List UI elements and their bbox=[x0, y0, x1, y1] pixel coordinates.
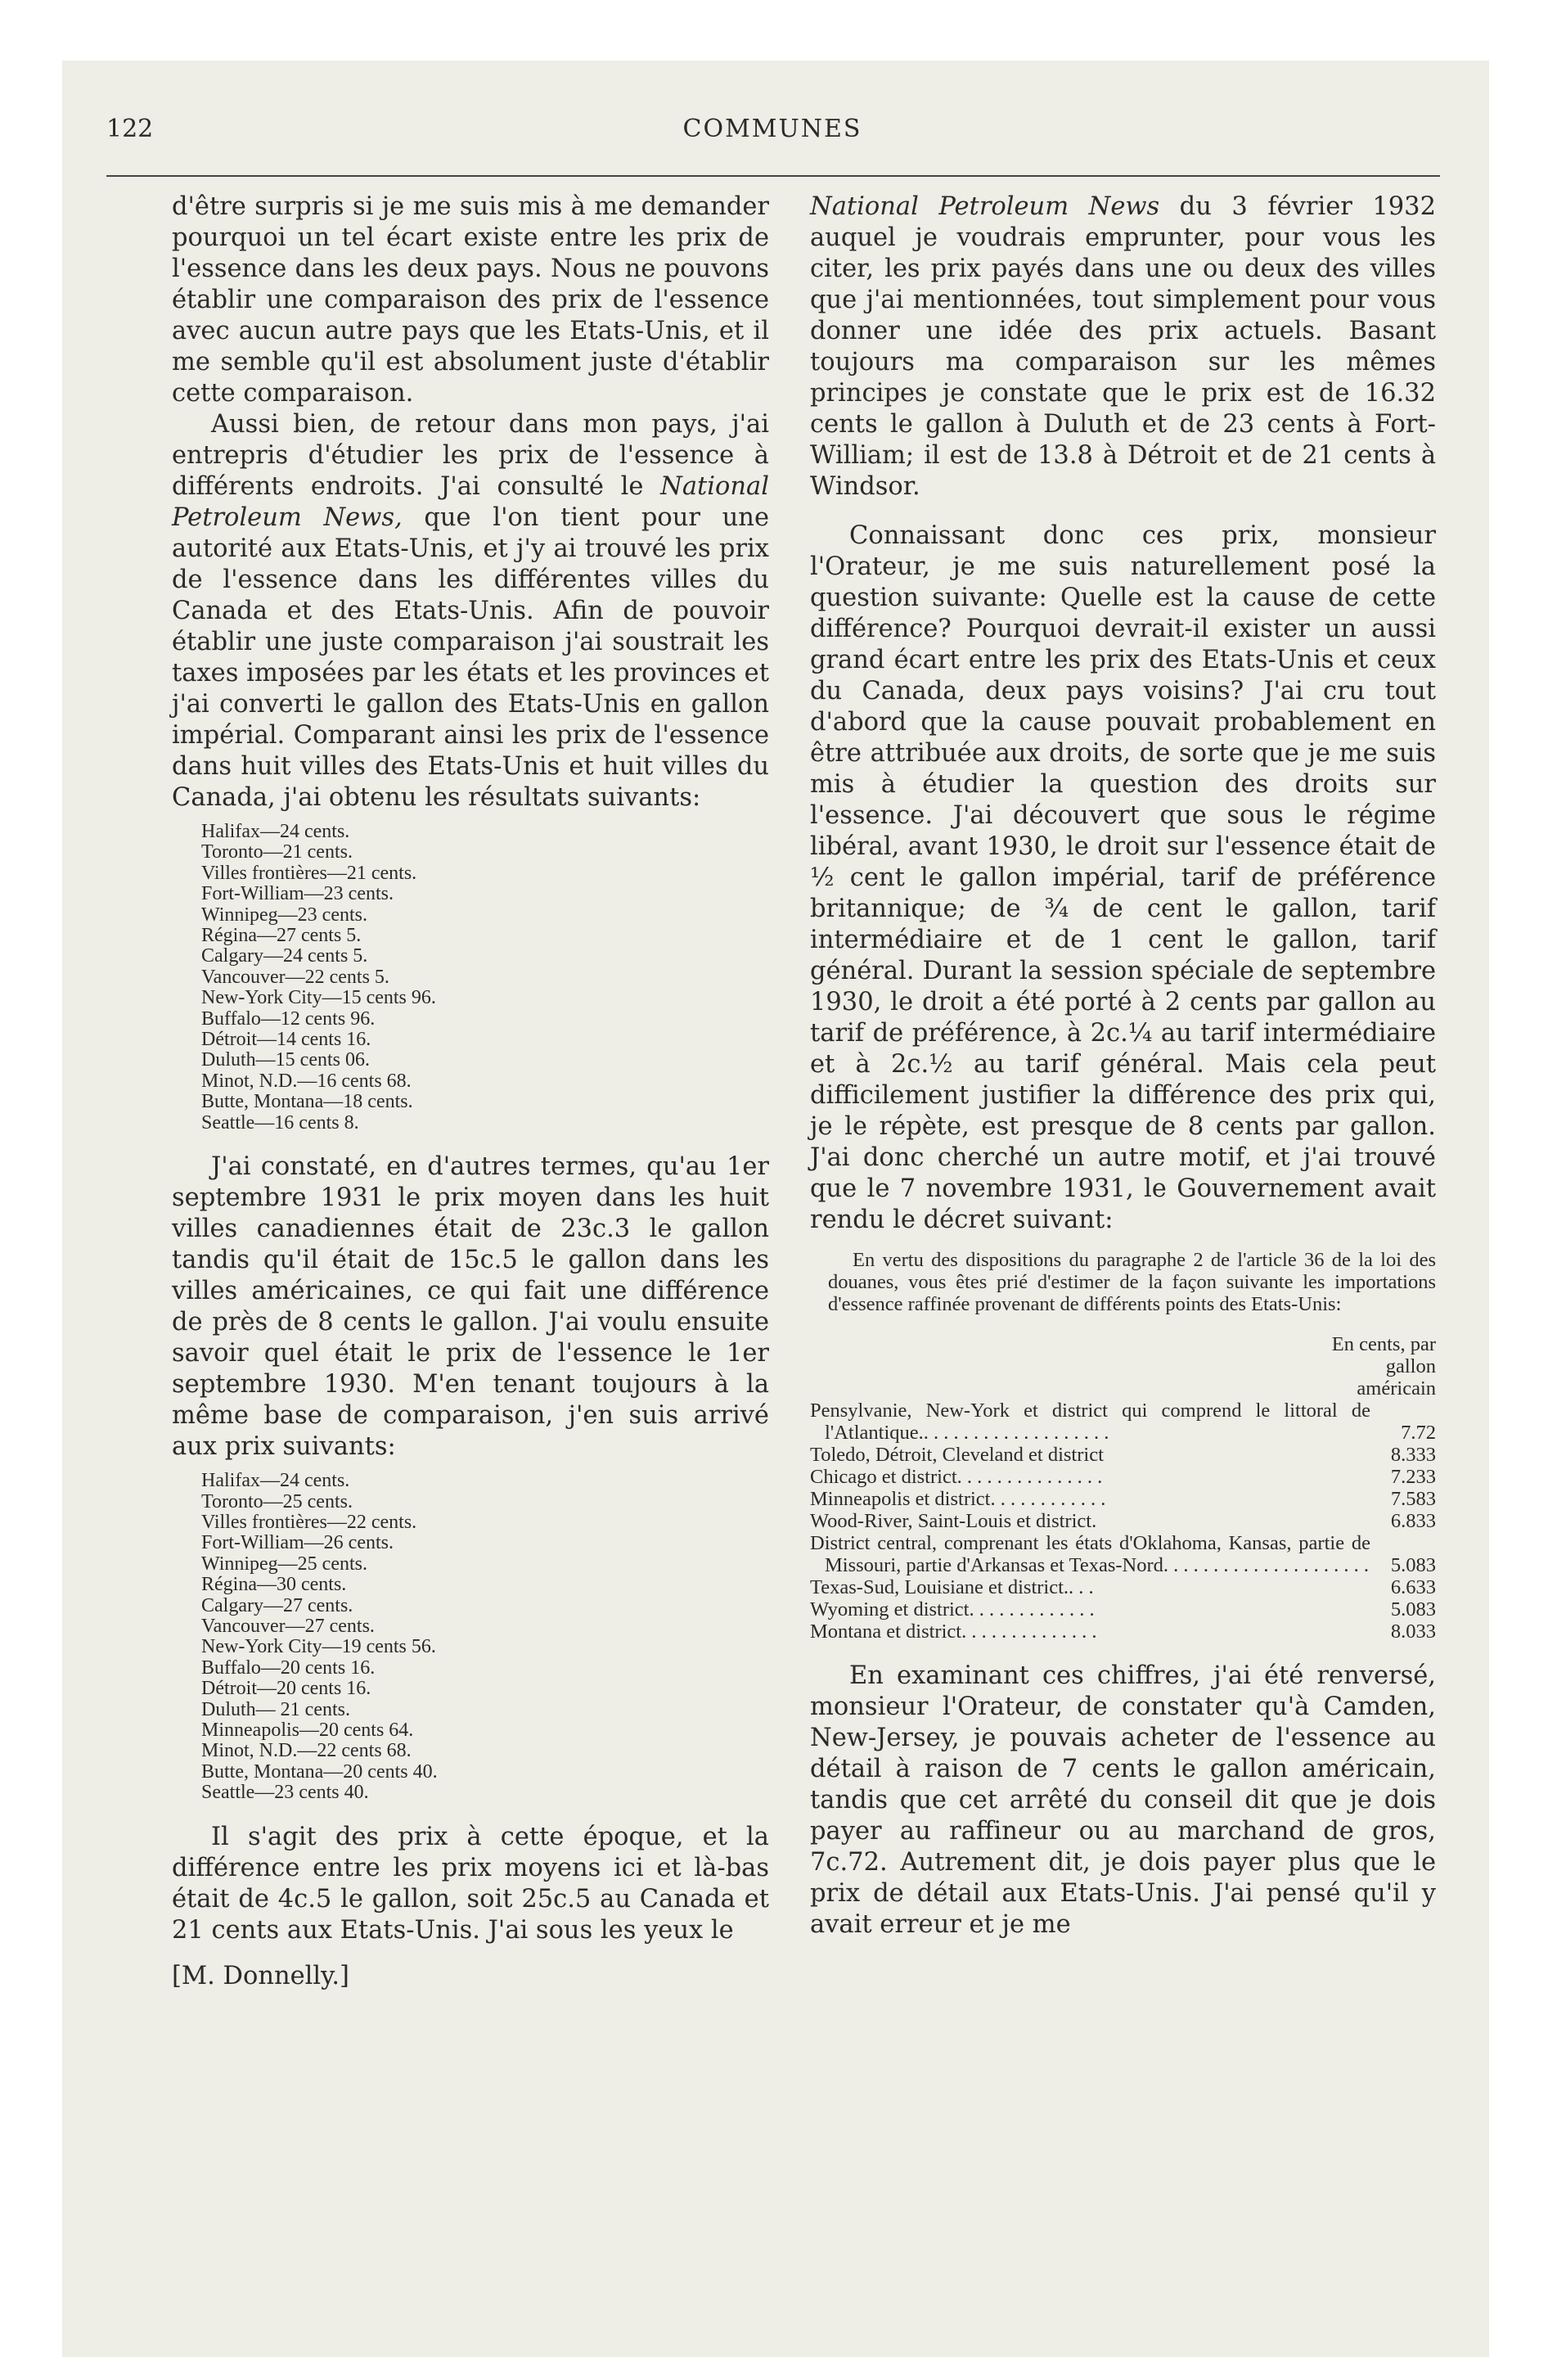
price-entry: Toronto—25 cents. bbox=[201, 1490, 353, 1512]
price-entry: Minot, N.D.—22 cents 68. bbox=[201, 1740, 412, 1762]
region-label: Minneapolis et district. . . . . . . . . . . . bbox=[810, 1488, 1106, 1510]
paragraph: En examinant ces chiffres, j'ai été renversé, monsieur l'Orateur, de constater qu'à Camden, New-Jersey, je pouvais acheter de l'essence au détail à raison de 7 cents le gallon américain, tandis que cet arrêté du conseil dit que je dois payer au raffineur ou au marchand de gros, 7c.72. Autrement dit, je dois payer plus que le prix de détail aux Etats-Unis. J'ai pensé qu'il y avait erreur et je me bbox=[810, 1661, 1436, 1939]
region-label: Wyoming et district. . . . . . . . . . . . . bbox=[810, 1598, 1095, 1620]
table-row bbox=[810, 1466, 1436, 1488]
price-entry: Calgary—27 cents. bbox=[201, 1594, 353, 1616]
price-entry: Villes frontières—21 cents. bbox=[201, 862, 417, 884]
table-row bbox=[810, 1488, 1436, 1510]
region-label: Montana et district. . . . . . . . . . . . . . bbox=[810, 1620, 1097, 1643]
price-entry: Butte, Montana—20 cents 40. bbox=[201, 1760, 438, 1783]
page-header bbox=[106, 115, 1438, 164]
price-value: 7.233 bbox=[1390, 1466, 1436, 1488]
region-label: Pensylvanie, New-York et district qui comprend le littoral de l'Atlantique.. . . . . . . . . . . . . . . . . . . bbox=[810, 1400, 1370, 1444]
price-entry: Toronto—21 cents. bbox=[201, 841, 353, 863]
price-entry: Winnipeg—25 cents. bbox=[201, 1553, 367, 1575]
quote-text: En vertu des dispositions du paragraphe 2 de l'article 36 de la loi des douanes, vous êtes prié d'estimer de la façon suivante les importations d'essence raffinée provenant de différents points des Etats-Unis: bbox=[828, 1249, 1436, 1315]
price-entry: Duluth— 21 cents. bbox=[201, 1698, 350, 1720]
region-label: Chicago et district. . . . . . . . . . . . . . . bbox=[810, 1466, 1103, 1488]
table-header: En cents, par gallon américain bbox=[1331, 1333, 1436, 1400]
table-row bbox=[810, 1444, 1436, 1466]
table-row bbox=[810, 1620, 1436, 1643]
price-entry: Détroit—20 cents 16. bbox=[201, 1678, 371, 1700]
table-row bbox=[810, 1532, 1436, 1576]
price-entry: Minot, N.D.—16 cents 68. bbox=[201, 1070, 412, 1092]
price-entry: Winnipeg—23 cents. bbox=[201, 904, 367, 926]
price-list-1930 bbox=[201, 1471, 769, 1804]
price-entry: Calgary—24 cents 5. bbox=[201, 945, 368, 967]
price-entry: New-York City—15 cents 96. bbox=[201, 987, 436, 1009]
price-value: 8.033 bbox=[1390, 1620, 1436, 1643]
price-entry: New-York City—19 cents 56. bbox=[201, 1636, 436, 1658]
price-value: 7.583 bbox=[1390, 1488, 1436, 1510]
price-list-1931 bbox=[201, 822, 769, 1134]
paragraph: Il s'agit des prix à cette époque, et la différence entre les prix moyens ici et là-bas était de 4c.5 le gallon, soit 25c.5 au Canada et 21 cents aux Etats-Unis. J'ai sous les yeux le bbox=[172, 1822, 769, 1945]
region-label: District central, comprenant les états d'Oklahoma, Kansas, partie de Missouri, partie d'Arkansas et Texas-Nord. . . . . . . . . . . . . . . . . . . . . bbox=[810, 1532, 1370, 1576]
import-price-table bbox=[810, 1333, 1436, 1643]
price-entry: Buffalo—12 cents 96. bbox=[201, 1007, 376, 1030]
price-entry: Détroit—14 cents 16. bbox=[201, 1029, 371, 1051]
paragraph: Aussi bien, de retour dans mon pays, j'ai entrepris d'étudier les prix de l'essence à différents endroits. J'ai consulté le National Petroleum News, que l'on tient pour une autorité aux Etats-Unis, et j'y ai trouvé les prix de l'essence dans les différentes villes du Canada et des Etats-Unis. Afin de pouvoir établir une juste comparaison j'ai soustrait les taxes imposées par les états et les provinces et j'ai converti le gallon des Etats-Unis en gallon impérial. Comparant ainsi les prix de l'essence dans huit villes des Etats-Unis et huit villes du Canada, j'ai obtenu les résultats suivants: bbox=[172, 410, 769, 812]
table-row bbox=[810, 1400, 1436, 1444]
price-entry: Duluth—15 cents 06. bbox=[201, 1049, 370, 1071]
price-entry: Seattle—16 cents 8. bbox=[201, 1111, 359, 1134]
price-entry: Villes frontières—22 cents. bbox=[201, 1511, 417, 1533]
paragraph: National Petroleum News du 3 février 1932 auquel je voudrais emprunter, pour vous les citer, les prix payés dans une ou deux des villes que j'ai mentionnées, tout simplement pour vous donner une idée des prix actuels. Basant toujours ma comparaison sur les mêmes principes je constate que le prix est de 16.32 cents le gallon à Duluth et de 23 cents à Fort-William; il est de 13.8 à Détroit et de 21 cents à Windsor. bbox=[810, 192, 1436, 501]
region-label: Wood-River, Saint-Louis et district. bbox=[810, 1510, 1097, 1532]
speaker-attribution: [M. Donnelly.] bbox=[172, 1961, 349, 1990]
price-value: 5.083 bbox=[1390, 1598, 1436, 1620]
price-entry: Fort-William—26 cents. bbox=[201, 1532, 394, 1554]
price-entry: Régina—30 cents. bbox=[201, 1574, 347, 1596]
price-value: 8.333 bbox=[1390, 1444, 1436, 1466]
price-entry: Buffalo—20 cents 16. bbox=[201, 1657, 376, 1679]
price-entry: Seattle—23 cents 40. bbox=[201, 1782, 369, 1804]
decree-quote bbox=[828, 1249, 1436, 1315]
region-label: Texas-Sud, Louisiane et district.. . . bbox=[810, 1576, 1094, 1598]
paragraph: Connaissant donc ces prix, monsieur l'Orateur, je me suis naturellement posé la question suivante: Quelle est la cause de cette différence? Pourquoi devrait-il exister un aussi grand écart entre les prix des Etats-Unis et ceux du Canada, deux pays voisins? J'ai cru tout d'abord que la cause pouvait probablement en être attribuée aux droits, de sorte que je me suis mis à étudier la question des droits sur l'essence. J'ai découvert que sous le régime libéral, avant 1930, le droit sur l'essence était de ½ cent le gallon impérial, tarif de préférence britannique; de ¾ de cent le gallon, tarif intermédiaire et de 1 cent le gallon, tarif général. Durant la session spéciale de septembre 1930, le droit a été porté à 2 cents par gallon au tarif de préférence, à 2c.¼ au tarif intermédiaire et à 2c.½ au tarif général. Mais cela peut difficilement justifier la différence des prix qui, je le répète, est presque de 8 cents par gallon. J'ai donc cherché un autre motif, et j'ai trouvé que le 7 novembre 1931, le Gouvernement avait rendu le décret suivant: bbox=[810, 521, 1436, 1234]
price-entry: Régina—27 cents 5. bbox=[201, 925, 362, 947]
price-entry: Halifax—24 cents. bbox=[201, 821, 350, 842]
region-label: Toledo, Détroit, Cleveland et district bbox=[810, 1444, 1104, 1466]
header-rule bbox=[106, 175, 1440, 177]
price-entry: Fort-William—23 cents. bbox=[201, 883, 394, 905]
page-number: 122 bbox=[106, 115, 154, 143]
table-row bbox=[810, 1598, 1436, 1620]
price-value: 5.083 bbox=[1390, 1554, 1436, 1576]
price-entry: Minneapolis—20 cents 64. bbox=[201, 1719, 414, 1741]
running-title: COMMUNES bbox=[682, 115, 862, 143]
left-column bbox=[172, 192, 769, 1992]
price-entry: Vancouver—27 cents. bbox=[201, 1615, 375, 1637]
price-value: 6.833 bbox=[1390, 1510, 1436, 1532]
right-column bbox=[810, 192, 1436, 1941]
table-row bbox=[810, 1510, 1436, 1532]
price-value: 7.72 bbox=[1401, 1422, 1436, 1444]
price-entry: Halifax—24 cents. bbox=[201, 1470, 350, 1492]
price-entry: Vancouver—22 cents 5. bbox=[201, 966, 389, 988]
table-row bbox=[810, 1576, 1436, 1598]
price-value: 6.633 bbox=[1390, 1576, 1436, 1598]
paragraph: J'ai constaté, en d'autres termes, qu'au 1er septembre 1931 le prix moyen dans les huit villes canadiennes était de 23c.3 le gallon tandis qu'il était de 15c.5 le gallon dans les villes américaines, ce qui fait une différence de près de 8 cents le gallon. J'ai voulu ensuite savoir quel était le prix de l'essence le 1er septembre 1930. M'en tenant toujours à la même base de comparaison, j'en suis arrivé aux prix suivants: bbox=[172, 1152, 769, 1462]
price-entry: Butte, Montana—18 cents. bbox=[201, 1091, 413, 1113]
paragraph: d'être surpris si je me suis mis à me demander pourquoi un tel écart existe entre les prix de l'essence dans les deux pays. Nous ne pouvons établir une comparaison des prix de l'essence avec aucun autre pays que les Etats-Unis, et il me semble qu'il est absolument juste d'établir cette comparaison. bbox=[172, 192, 769, 408]
